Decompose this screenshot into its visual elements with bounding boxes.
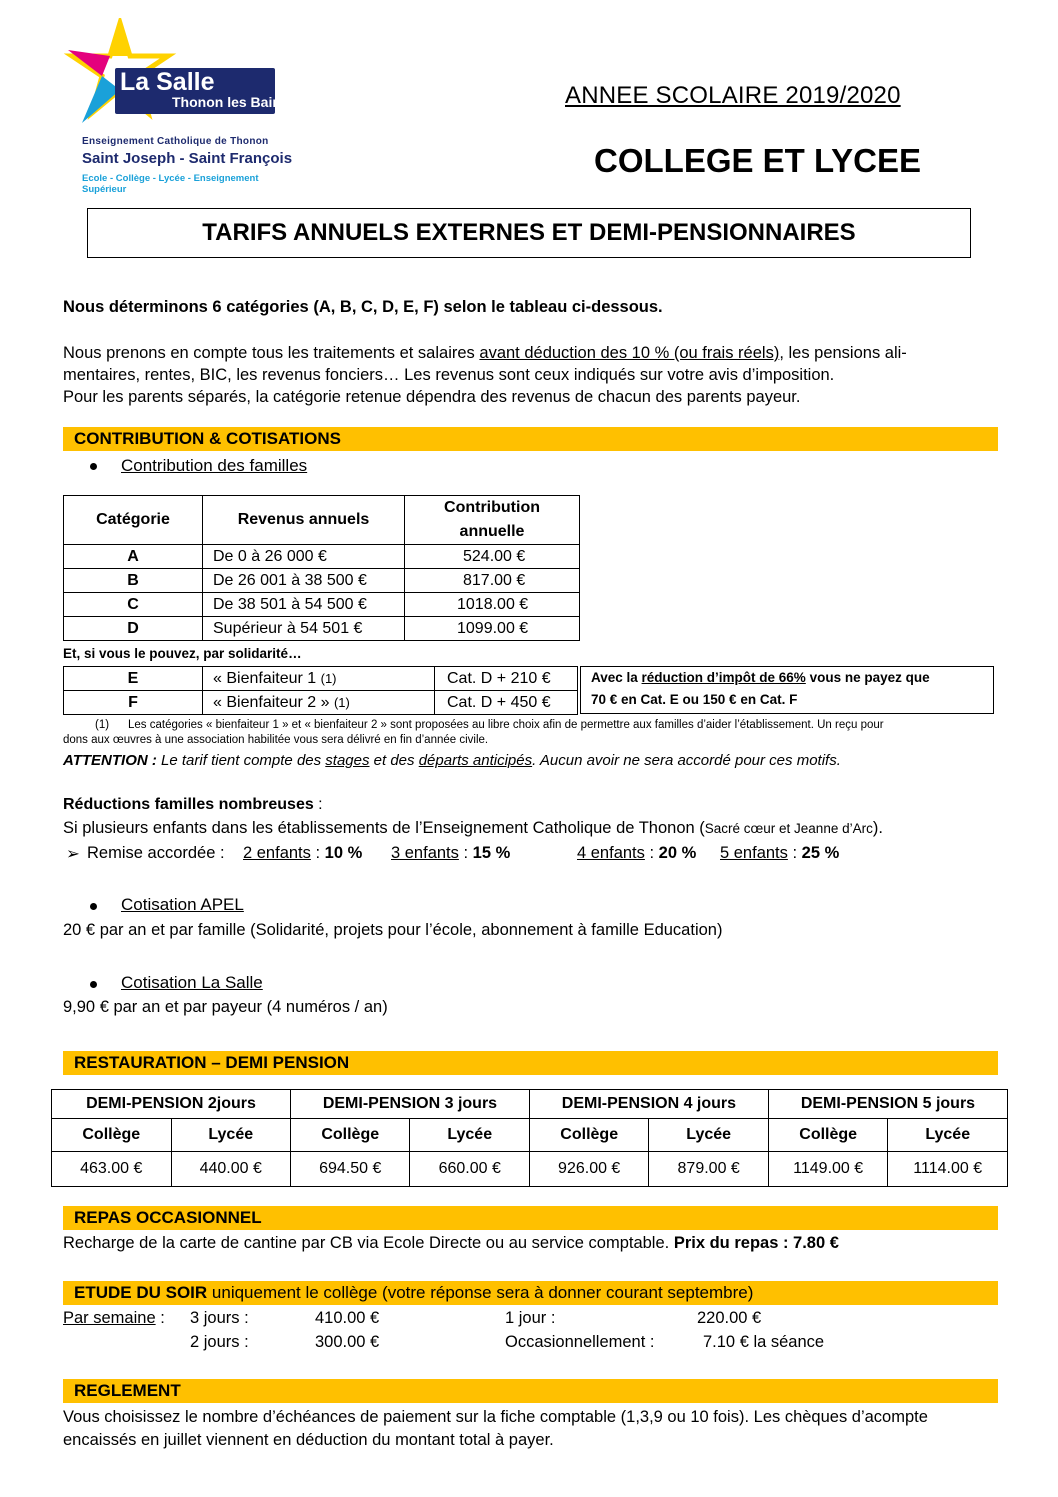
intro-text: Nous prenons en compte tous les traitements et salaires	[63, 344, 480, 362]
table-header: DEMI-PENSION 2jours	[52, 1090, 291, 1119]
colon: :	[313, 796, 323, 813]
remise-item-value: 20 %	[658, 844, 697, 862]
apel-text: 20 € par an et par famille (Solidarité, projets pour l’école, abonnement à famille Education)	[63, 921, 723, 939]
sub-header: Collège	[529, 1119, 649, 1152]
bullet-icon	[90, 463, 97, 470]
tax-text: 70 € en Cat. E ou 150 € en Cat. F	[591, 692, 798, 707]
repas-line	[63, 1234, 839, 1253]
category-cell: A	[64, 545, 203, 569]
section-bar-repas: REPAS OCCASIONNEL	[63, 1206, 998, 1230]
footnote-ref: (1)	[333, 694, 350, 710]
revenue-cell	[203, 691, 435, 715]
solidarity-table	[63, 666, 578, 715]
reglement-line: Vous choisissez le nombre d’échéances de paiement sur la fiche comptable (1,3,9 ou 10 fois). Les chèques d’acompte	[63, 1408, 928, 1426]
sub-header: Lycée	[888, 1119, 1008, 1152]
etude-label: 1 jour :	[505, 1309, 556, 1327]
bullet-icon	[90, 903, 97, 910]
bullet-contribution: Contribution des familles	[121, 456, 308, 475]
etude-title: ETUDE DU SOIR	[74, 1283, 208, 1302]
amount-cell: 817.00 €	[405, 569, 580, 593]
intro-text: , les pensions ali-	[779, 344, 907, 362]
sub-header: Lycée	[171, 1119, 290, 1152]
category-cell: D	[64, 617, 203, 641]
table-header: Contribution annuelle	[405, 496, 580, 545]
intro-text: Pour les parents séparés, la catégorie retenue dépendra des revenus de chacun des parents payeur.	[63, 388, 801, 406]
revenue-cell	[203, 667, 435, 691]
per-week-label	[63, 1309, 165, 1328]
sub-header: Lycée	[649, 1119, 768, 1152]
category-cell: B	[64, 569, 203, 593]
revenue-cell: De 38 501 à 54 500 €	[203, 593, 405, 617]
price-cell: 926.00 €	[529, 1152, 649, 1187]
attention-underline: départs anticipés	[418, 752, 533, 769]
level-title: COLLEGE ET LYCEE	[594, 142, 922, 179]
amount-cell: 524.00 €	[405, 545, 580, 569]
price-cell: 660.00 €	[410, 1152, 529, 1187]
remise-item-value: 10 %	[324, 844, 363, 862]
tax-text: vous ne payez que	[805, 670, 930, 685]
remise-item: 5 enfants : 25 %	[720, 844, 840, 862]
footnote-ref: (1)	[320, 670, 337, 686]
category-cell: F	[64, 691, 203, 715]
price-cell: 879.00 €	[649, 1152, 768, 1187]
reglement-line: encaissés en juillet viennent en déduction du montant total à payer.	[63, 1431, 554, 1449]
table-header: DEMI-PENSION 4 jours	[529, 1090, 768, 1119]
etude-label: 2 jours :	[190, 1333, 249, 1351]
table-row	[64, 569, 580, 593]
sub-header: Collège	[768, 1119, 888, 1152]
remise-item-label: 2 enfants	[243, 844, 311, 862]
amount-cell: 1099.00 €	[405, 617, 580, 641]
table-row	[64, 593, 580, 617]
table-row	[64, 545, 580, 569]
intro-text: mentaires, rentes, BIC, les revenus fonciers… Les revenus sont ceux indiqués sur votre avis d’imposition.	[63, 366, 835, 384]
attention-underline: stages	[325, 752, 370, 769]
price-cell: 694.50 €	[290, 1152, 410, 1187]
logo-levels: Ecole - Collège - Lycée - Enseignement Supérieur	[82, 173, 259, 195]
etude-value: 220.00 €	[697, 1309, 762, 1327]
remise-item-label: 3 enfants	[391, 844, 459, 862]
remise-item-label: 5 enfants	[720, 844, 788, 862]
contribution-table	[63, 495, 580, 641]
category-cell: E	[64, 667, 203, 691]
revenue-cell: Supérieur à 54 501 €	[203, 617, 405, 641]
reductions-text: ).	[872, 819, 883, 837]
etude-value: 7.10 € la séance	[703, 1333, 825, 1351]
table-header: Revenus annuels	[203, 496, 405, 545]
sub-header: Collège	[52, 1119, 172, 1152]
intro-lead: Nous déterminons 6 catégories (A, B, C, D, E, F) selon le tableau ci-dessous.	[63, 298, 663, 316]
amount-cell: Cat. D + 450 €	[435, 691, 578, 715]
repas-text: Recharge de la carte de cantine par CB via Ecole Directe ou au service comptable.	[63, 1234, 674, 1252]
bullet-apel: Cotisation APEL	[121, 895, 244, 914]
footnote-number: (1)	[95, 719, 110, 731]
section-bar-contribution: CONTRIBUTION & COTISATIONS	[63, 427, 998, 451]
attention-label: ATTENTION :	[63, 752, 157, 769]
logo-brand: La Salle	[120, 68, 215, 96]
logo-org: Enseignement Catholique de Thonon	[82, 136, 269, 147]
remise-item: 2 enfants : 10 %	[243, 844, 363, 862]
reductions-text: Si plusieurs enfants dans les établissements de l’Enseignement Catholique de Thonon (	[63, 819, 705, 837]
intro-underline: avant déduction des 10 % (ou frais réels)	[479, 344, 780, 362]
footnote-line: Les catégories « bienfaiteur 1 » et « bienfaiteur 2 » sont proposées au libre choix afin de permettre aux familles d’aider l’établissement. Un reçu pour	[128, 719, 884, 731]
revenue-cell: De 26 001 à 38 500 €	[203, 569, 405, 593]
attention-text: et des	[369, 752, 419, 769]
footnote-line: dons aux œuvres à une association habilitée vous sera délivré en fin d’année civile.	[63, 734, 489, 746]
etude-subtitle: uniquement le collège (votre réponse sera à donner courant septembre)	[207, 1283, 754, 1302]
remise-item: 3 enfants : 15 %	[391, 844, 511, 862]
tax-text: Avec la	[591, 670, 642, 685]
table-header: DEMI-PENSION 3 jours	[290, 1090, 529, 1119]
remise-item-label: 4 enfants	[577, 844, 645, 862]
attention-text: Le tarif tient compte des	[156, 752, 326, 769]
section-bar-restauration: RESTAURATION – DEMI PENSION	[63, 1051, 998, 1075]
reglement-text	[63, 1406, 1003, 1452]
sub-header: Lycée	[410, 1119, 529, 1152]
demi-pension-table	[51, 1089, 1008, 1187]
remise-label: Remise accordée :	[87, 844, 225, 862]
etude-value: 300.00 €	[315, 1333, 380, 1351]
bullet-icon	[90, 981, 97, 988]
per-week-text: Par semaine	[63, 1309, 156, 1327]
table-row	[64, 691, 578, 715]
remise-item-value: 25 %	[801, 844, 840, 862]
lasalle-text: 9,90 € par an et par payeur (4 numéros / an)	[63, 998, 388, 1016]
category-cell: C	[64, 593, 203, 617]
price-cell: 463.00 €	[52, 1152, 172, 1187]
price-cell: 1114.00 €	[888, 1152, 1008, 1187]
reductions-title-text: Réductions familles nombreuses	[63, 796, 314, 813]
bullet-lasalle: Cotisation La Salle	[121, 973, 263, 992]
school-logo	[60, 18, 300, 198]
reductions-line	[63, 819, 883, 838]
tax-underline: réduction d’impôt de 66%	[641, 670, 806, 685]
remise-item-value: 15 %	[472, 844, 511, 862]
table-header: DEMI-PENSION 5 jours	[768, 1090, 1007, 1119]
intro-paragraph	[63, 342, 907, 408]
price-cell: 440.00 €	[171, 1152, 290, 1187]
etude-label: Occasionnellement :	[505, 1333, 655, 1351]
section-bar-reglement: REGLEMENT	[63, 1379, 998, 1403]
attention-note	[63, 752, 841, 769]
colon: :	[155, 1309, 165, 1327]
revenue-text: « Bienfaiteur 2 »	[213, 693, 334, 711]
arrow-icon: ➢	[66, 845, 80, 863]
sub-header: Collège	[290, 1119, 410, 1152]
reductions-small-text: Sacré cœur et Jeanne d’Arc	[704, 821, 873, 836]
table-row	[52, 1152, 1008, 1187]
page-title: TARIFS ANNUELS EXTERNES ET DEMI-PENSIONNAIRES	[87, 208, 971, 258]
table-row	[64, 617, 580, 641]
etude-label: 3 jours :	[190, 1309, 249, 1327]
revenue-cell: De 0 à 26 000 €	[203, 545, 405, 569]
logo-city: Thonon les Bains	[172, 94, 289, 110]
amount-cell: 1018.00 €	[405, 593, 580, 617]
school-year: ANNEE SCOLAIRE 2019/2020	[565, 82, 901, 109]
attention-text: . Aucun avoir ne sera accordé pour ces motifs.	[532, 752, 841, 769]
etude-value: 410.00 €	[315, 1309, 380, 1327]
section-bar-etude	[63, 1281, 998, 1305]
table-header: Catégorie	[64, 496, 203, 545]
remise-item: 4 enfants : 20 %	[577, 844, 697, 862]
solidarity-label: Et, si vous le pouvez, par solidarité…	[63, 646, 302, 661]
logo-schools: Saint Joseph - Saint François	[82, 150, 293, 167]
table-row	[64, 667, 578, 691]
revenue-text: « Bienfaiteur 1	[213, 669, 321, 687]
tax-reduction-box	[580, 666, 994, 714]
amount-cell: Cat. D + 210 €	[435, 667, 578, 691]
price-cell: 1149.00 €	[768, 1152, 888, 1187]
repas-price: Prix du repas : 7.80 €	[673, 1234, 839, 1252]
reductions-title	[63, 796, 323, 814]
